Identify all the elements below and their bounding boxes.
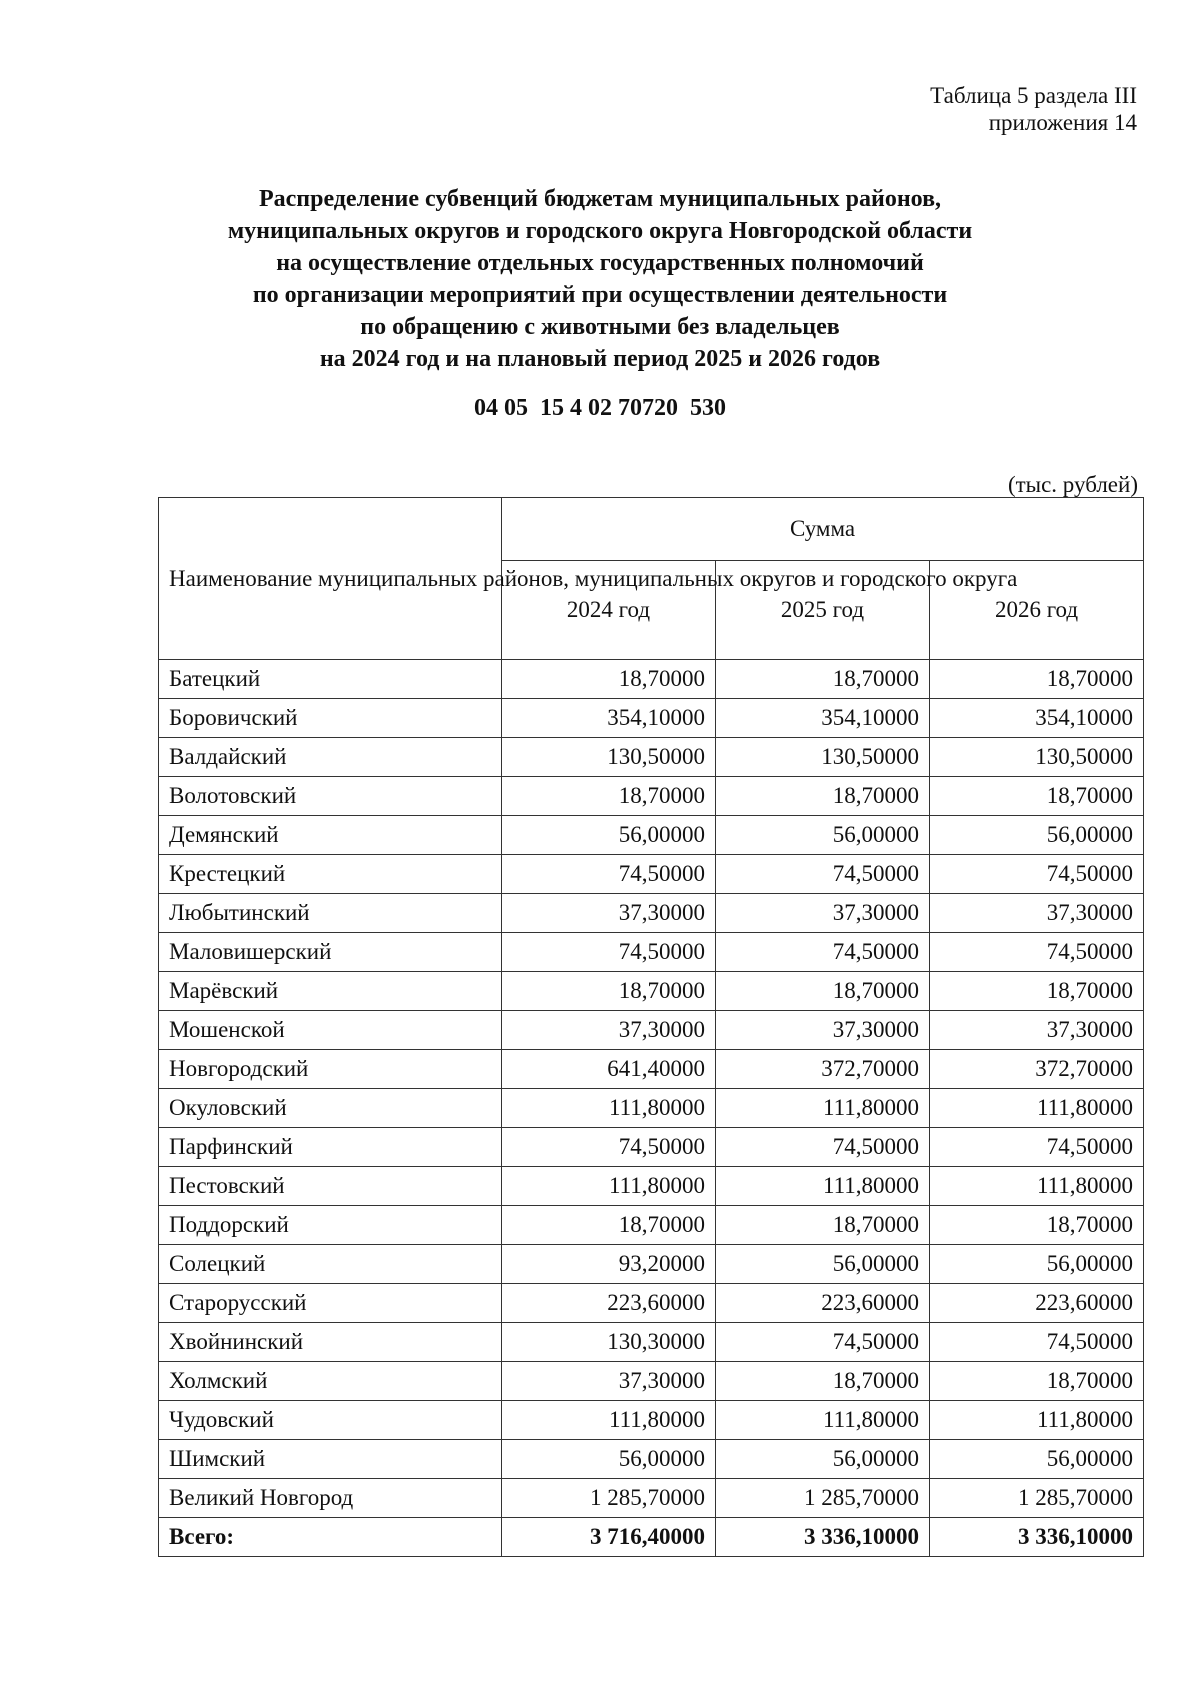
table-row xyxy=(159,1401,1144,1440)
table-row xyxy=(159,1206,1144,1245)
table-row xyxy=(159,1128,1144,1167)
amount-2024-cell: 74,50000 xyxy=(502,933,716,972)
district-name-cell: Валдайский xyxy=(159,738,502,777)
district-name-cell: Поддорский xyxy=(159,1206,502,1245)
district-name-cell: Шимский xyxy=(159,1440,502,1479)
amount-2024-cell: 56,00000 xyxy=(502,1440,716,1479)
district-name-cell: Солецкий xyxy=(159,1245,502,1284)
district-name-cell: Мошенской xyxy=(159,1011,502,1050)
district-name-cell: Марёвский xyxy=(159,972,502,1011)
district-name-cell: Боровичский xyxy=(159,699,502,738)
amount-2024-cell: 37,30000 xyxy=(502,1362,716,1401)
amount-2026-cell: 18,70000 xyxy=(930,660,1144,699)
total-label: Всего: xyxy=(159,1518,502,1557)
amount-2024-cell: 354,10000 xyxy=(502,699,716,738)
title-line: по организации мероприятий при осуществлении деятельности xyxy=(252,282,948,308)
amount-2025-cell: 130,50000 xyxy=(716,738,930,777)
total-row xyxy=(159,1518,1144,1557)
amount-2025-cell: 56,00000 xyxy=(716,1245,930,1284)
total-2025: 3 336,10000 xyxy=(716,1518,930,1557)
table-row xyxy=(159,1284,1144,1323)
amount-2026-cell: 111,80000 xyxy=(930,1401,1144,1440)
table-row xyxy=(159,1011,1144,1050)
district-name-cell: Окуловский xyxy=(159,1089,502,1128)
amount-2026-cell: 74,50000 xyxy=(930,855,1144,894)
amount-2025-cell: 223,60000 xyxy=(716,1284,930,1323)
units-label: (тыс. рублей) xyxy=(1007,472,1138,497)
header-name: Наименование муниципальных районов, муниципальных округов и городского округа xyxy=(159,498,502,660)
table-row xyxy=(159,1479,1144,1518)
amount-2026-cell: 18,70000 xyxy=(930,1362,1144,1401)
amount-2024-cell: 18,70000 xyxy=(502,1206,716,1245)
amount-2026-cell: 18,70000 xyxy=(930,972,1144,1011)
amount-2026-cell: 111,80000 xyxy=(930,1089,1144,1128)
budget-classification-code: 04 05 15 4 02 70720 530 xyxy=(474,395,726,421)
amount-2025-cell: 74,50000 xyxy=(716,855,930,894)
table-row xyxy=(159,660,1144,699)
amount-2025-cell: 56,00000 xyxy=(716,1440,930,1479)
district-name-cell: Холмский xyxy=(159,1362,502,1401)
amount-2024-cell: 111,80000 xyxy=(502,1089,716,1128)
amount-2026-cell: 74,50000 xyxy=(930,933,1144,972)
district-name-cell: Пестовский xyxy=(159,1167,502,1206)
amount-2026-cell: 37,30000 xyxy=(930,1011,1144,1050)
table-row xyxy=(159,1362,1144,1401)
district-name-cell: Чудовский xyxy=(159,1401,502,1440)
district-name-cell: Батецкий xyxy=(159,660,502,699)
amount-2026-cell: 56,00000 xyxy=(930,816,1144,855)
amount-2024-cell: 18,70000 xyxy=(502,660,716,699)
table-row xyxy=(159,933,1144,972)
district-name-cell: Новгородский xyxy=(159,1050,502,1089)
title-line: муниципальных округов и городского округа Новгородской области xyxy=(227,218,973,244)
amount-2026-cell: 74,50000 xyxy=(930,1323,1144,1362)
amount-2026-cell: 37,30000 xyxy=(930,894,1144,933)
table-row xyxy=(159,1440,1144,1479)
amount-2026-cell: 354,10000 xyxy=(930,699,1144,738)
table-row xyxy=(159,1089,1144,1128)
amount-2024-cell: 111,80000 xyxy=(502,1401,716,1440)
appendix-reference xyxy=(930,82,1137,136)
table-row xyxy=(159,1050,1144,1089)
title-line: на осуществление отдельных государственных полномочий xyxy=(276,250,924,276)
header-sum: Сумма xyxy=(502,498,1144,561)
district-name-cell: Парфинский xyxy=(159,1128,502,1167)
district-name-cell: Демянский xyxy=(159,816,502,855)
amount-2025-cell: 37,30000 xyxy=(716,894,930,933)
subvention-table xyxy=(158,497,1144,1557)
total-2026: 3 336,10000 xyxy=(930,1518,1144,1557)
amount-2024-cell: 74,50000 xyxy=(502,1128,716,1167)
amount-2024-cell: 111,80000 xyxy=(502,1167,716,1206)
amount-2025-cell: 18,70000 xyxy=(716,660,930,699)
amount-2024-cell: 93,20000 xyxy=(502,1245,716,1284)
amount-2025-cell: 74,50000 xyxy=(716,1128,930,1167)
district-name-cell: Любытинский xyxy=(159,894,502,933)
amount-2024-cell: 18,70000 xyxy=(502,972,716,1011)
amount-2026-cell: 372,70000 xyxy=(930,1050,1144,1089)
table-row xyxy=(159,816,1144,855)
table-row xyxy=(159,1245,1144,1284)
district-name-cell: Крестецкий xyxy=(159,855,502,894)
title-line: на 2024 год и на плановый период 2025 и 2026 годов xyxy=(319,346,881,372)
district-name-cell: Великий Новгород xyxy=(159,1479,502,1518)
district-name-cell: Старорусский xyxy=(159,1284,502,1323)
amount-2026-cell: 18,70000 xyxy=(930,777,1144,816)
amount-2026-cell: 56,00000 xyxy=(930,1245,1144,1284)
table-row xyxy=(159,699,1144,738)
amount-2025-cell: 74,50000 xyxy=(716,1323,930,1362)
amount-2024-cell: 37,30000 xyxy=(502,894,716,933)
amount-2025-cell: 18,70000 xyxy=(716,1206,930,1245)
amount-2024-cell: 641,40000 xyxy=(502,1050,716,1089)
header-year-2026: 2026 год xyxy=(930,561,1144,660)
table-row xyxy=(159,1323,1144,1362)
amount-2025-cell: 111,80000 xyxy=(716,1089,930,1128)
amount-2025-cell: 354,10000 xyxy=(716,699,930,738)
amount-2026-cell: 130,50000 xyxy=(930,738,1144,777)
table-row xyxy=(159,855,1144,894)
header-year-2024: 2024 год xyxy=(502,561,716,660)
amount-2024-cell: 1 285,70000 xyxy=(502,1479,716,1518)
amount-2025-cell: 18,70000 xyxy=(716,777,930,816)
header-year-2025: 2025 год xyxy=(716,561,930,660)
amount-2026-cell: 223,60000 xyxy=(930,1284,1144,1323)
amount-2025-cell: 111,80000 xyxy=(716,1401,930,1440)
amount-2024-cell: 223,60000 xyxy=(502,1284,716,1323)
amount-2024-cell: 56,00000 xyxy=(502,816,716,855)
table-row xyxy=(159,972,1144,1011)
amount-2025-cell: 18,70000 xyxy=(716,1362,930,1401)
amount-2026-cell: 1 285,70000 xyxy=(930,1479,1144,1518)
amount-2025-cell: 372,70000 xyxy=(716,1050,930,1089)
table-body xyxy=(159,660,1144,1518)
district-name-cell: Волотовский xyxy=(159,777,502,816)
table-row xyxy=(159,777,1144,816)
district-name-cell: Хвойнинский xyxy=(159,1323,502,1362)
table-row xyxy=(159,1167,1144,1206)
document-title xyxy=(0,183,1200,375)
amount-2026-cell: 56,00000 xyxy=(930,1440,1144,1479)
amount-2025-cell: 56,00000 xyxy=(716,816,930,855)
amount-2025-cell: 37,30000 xyxy=(716,1011,930,1050)
amount-2025-cell: 1 285,70000 xyxy=(716,1479,930,1518)
amount-2025-cell: 74,50000 xyxy=(716,933,930,972)
appendix-line-table: Таблица 5 раздела III xyxy=(930,83,1137,108)
amount-2026-cell: 18,70000 xyxy=(930,1206,1144,1245)
title-line: по обращению с животными без владельцев xyxy=(360,314,840,340)
table-row xyxy=(159,738,1144,777)
table-row xyxy=(159,894,1144,933)
title-line: Распределение субвенций бюджетам муниципальных районов, xyxy=(258,186,942,212)
amount-2024-cell: 130,50000 xyxy=(502,738,716,777)
district-name-cell: Маловишерский xyxy=(159,933,502,972)
appendix-line-attachment: приложения 14 xyxy=(988,110,1137,135)
amount-2025-cell: 18,70000 xyxy=(716,972,930,1011)
amount-2024-cell: 130,30000 xyxy=(502,1323,716,1362)
total-2024: 3 716,40000 xyxy=(502,1518,716,1557)
amount-2026-cell: 111,80000 xyxy=(930,1167,1144,1206)
amount-2025-cell: 111,80000 xyxy=(716,1167,930,1206)
amount-2024-cell: 37,30000 xyxy=(502,1011,716,1050)
amount-2024-cell: 18,70000 xyxy=(502,777,716,816)
amount-2026-cell: 74,50000 xyxy=(930,1128,1144,1167)
amount-2024-cell: 74,50000 xyxy=(502,855,716,894)
